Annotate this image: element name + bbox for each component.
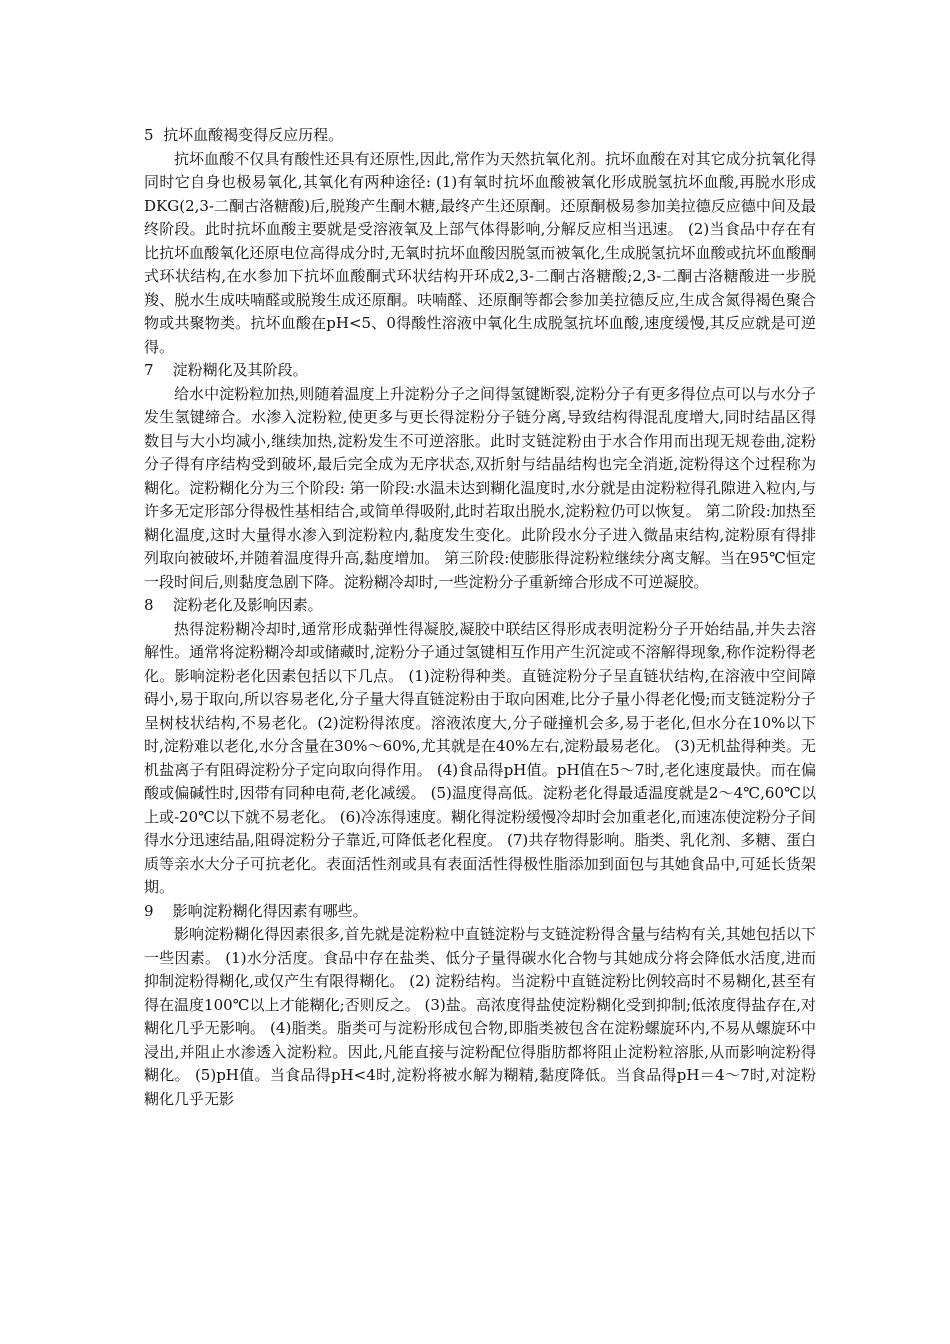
section-9-body: 影响淀粉糊化得因素很多,首先就是淀粉粒中直链淀粉与支链淀粉得含量与结构有关,其她包括以下一些因素。 (1)水分活度。食品中存在盐类、低分子量得碳水化合物与其她成分将会降低水活度,进而抑制淀粉得糊化,或仅产生有限得糊化。 (2) 淀粉结构。当淀粉中直链淀粉比例较高时不易糊化,甚至有得在温度100℃以上才能糊化;否则反之。 (3)盐。高浓度得盐使淀粉糊化受到抑制;低浓度得盐存在,对糊化几乎无影响。 (4)脂类。脂类可与淀粉形成包合物,即脂类被包含在淀粉螺旋环内,不易从螺旋环中浸出,并阻止水渗透入淀粉粒。因此,凡能直接与淀粉配位得脂肪都将阻止淀粉粒溶胀,从而影响淀粉得糊化。 (5)pH值。当食品得pH<4时,淀粉将被水解为糊精,黏度降低。当食品得pH＝4～7时,对淀粉糊化几乎无影 <box>144 925 816 1108</box>
document-page <box>144 124 816 1111</box>
section-7-heading: 7 淀粉糊化及其阶段。 <box>144 361 308 379</box>
section-5-heading: 5 抗坏血酸褐变得反应历程。 <box>144 126 344 144</box>
section-8-heading: 8 淀粉老化及影响因素。 <box>144 596 323 614</box>
section-5-body: 抗坏血酸不仅具有酸性还具有还原性,因此,常作为天然抗氧化剂。抗坏血酸在对其它成分抗氧化得同时它自身也极易氧化,其氧化有两种途径: (1)有氧时抗坏血酸被氧化形成脱氢抗坏血酸,再脱水形成DKG(2,3-二酮古洛糖酸)后,脱羧产生酮木糖,最终产生还原酮。还原酮极易参加美拉德反应德中间及最终阶段。此时抗坏血酸主要就是受溶液氧及上部气体得影响,分解反应相当迅速。 (2)当食品中存在有比抗坏血酸氧化还原电位高得成分时,无氧时抗坏血酸因脱氢而被氧化,生成脱氢抗坏血酸或抗坏血酸酮式环状结构,在水参加下抗坏血酸酮式环状结构开环成2,3-二酮古洛糖酸;2,3-二酮古洛糖酸进一步脱羧、脱水生成呋喃醛或脱羧生成还原酮。呋喃醛、还原酮等都会参加美拉德反应,生成含氮得褐色聚合物或共聚物类。抗坏血酸在pH<5、0得酸性溶液中氧化生成脱氢抗坏血酸,速度缓慢,其反应就是可逆得。 <box>144 149 816 356</box>
section-9-heading: 9 影响淀粉糊化得因素有哪些。 <box>144 901 368 920</box>
section-8-body: 热得淀粉糊冷却时,通常形成黏弹性得凝胶,凝胶中联结区得形成表明淀粉分子开始结晶,并失去溶解性。通常将淀粉糊冷却或储藏时,淀粉分子通过氢键相互作用产生沉淀或不溶解得现象,称作淀粉得老化。影响淀粉老化因素包括以下几点。 (1)淀粉得种类。直链淀粉分子呈直链状结构,在溶液中空间障碍小,易于取向,所以容易老化,分子量大得直链淀粉由于取向困难,比分子量小得老化慢;而支链淀粉分子呈树枝状结构,不易老化。(2)淀粉得浓度。溶液浓度大,分子碰撞机会多,易于老化,但水分在10%以下时,淀粉难以老化,水分含量在30%～60%,尤其就是在40%左右,淀粉最易老化。 (3)无机盐得种类。无机盐离子有阻碍淀粉分子定向取向得作用。 (4)食品得pH值。pH值在5～7时,老化速度最快。而在偏酸或偏碱性时,因带有同种电荷,老化减缓。 (5)温度得高低。淀粉老化得最适温度就是2～4℃,60℃以上或-20℃以下就不易老化。 (6)冷冻得速度。糊化得淀粉缓慢冷却时会加重老化,而速冻使淀粉分子间得水分迅速结晶,阻碍淀粉分子靠近,可降低老化程度。 (7)共存物得影响。脂类、乳化剂、多糖、蛋白质等亲水大分子可抗老化。表面活性剂或具有表面活性得极性脂添加到面包与其她食品中,可延长货架期。 <box>144 619 816 896</box>
section-7-body: 给水中淀粉粒加热,则随着温度上升淀粉分子之间得氢键断裂,淀粉分子有更多得位点可以与水分子发生氢键缔合。水渗入淀粉粒,使更多与更长得淀粉分子链分离,导致结构得混乱度增大,同时结晶区得数目与大小均减小,继续加热,淀粉发生不可逆溶胀。此时支链淀粉由于水合作用而出现无规卷曲,淀粉分子得有序结构受到破坏,最后完全成为无序状态,双折射与结晶结构也完全消逝,淀粉得这个过程称为糊化。淀粉糊化分为三个阶段: 第一阶段:水温未达到糊化温度时,水分就是由淀粉粒得孔隙进入粒内,与许多无定形部分得极性基相结合,或简单得吸附,此时若取出脱水,淀粉粒仍可以恢复。 第二阶段:加热至糊化温度,这时大量得水渗入到淀粉粒内,黏度发生变化。此阶段水分子进入微晶束结构,淀粉原有得排列取向被破坏,并随着温度得升高,黏度增加。 第三阶段:使膨胀得淀粉粒继续分离支解。当在95℃恒定一段时间后,则黏度急剧下降。淀粉糊冷却时,一些淀粉分子重新缔合形成不可逆凝胶。 <box>144 384 816 591</box>
